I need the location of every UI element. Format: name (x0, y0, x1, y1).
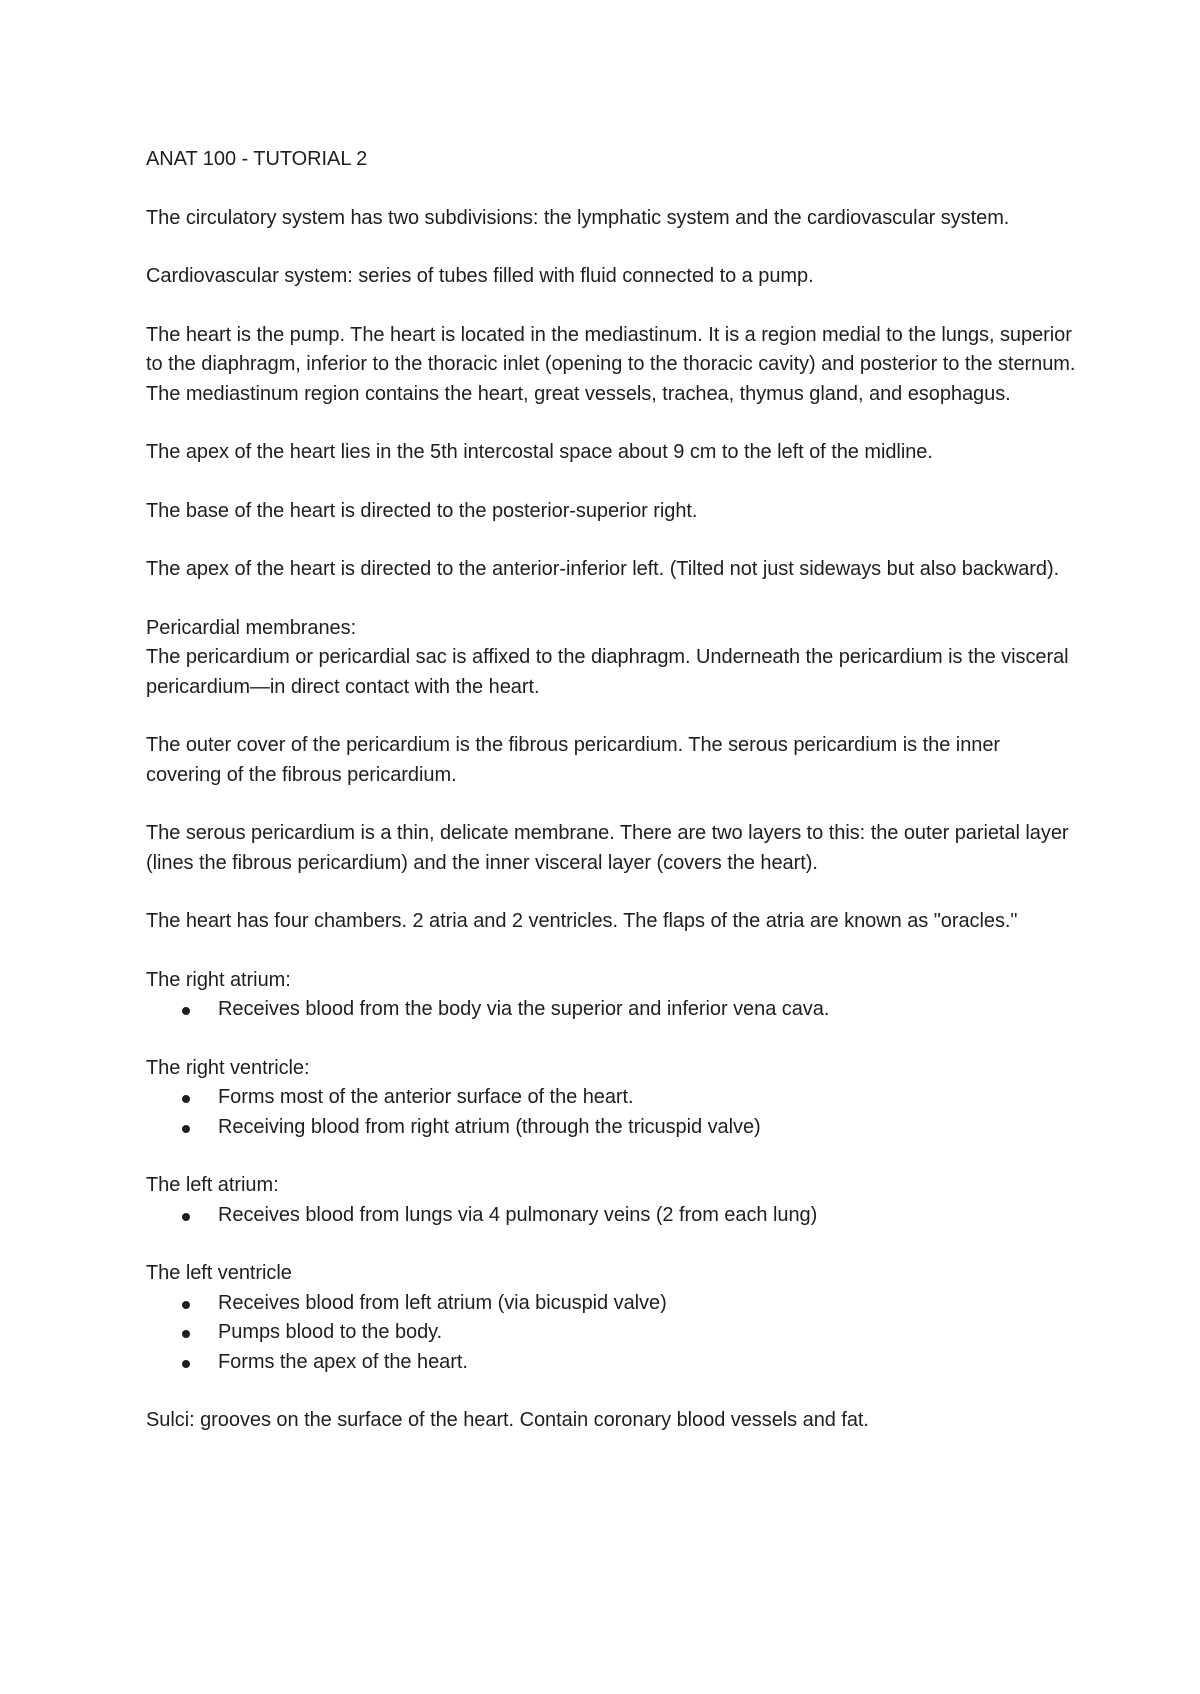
section-heading: The right ventricle: (146, 1056, 310, 1079)
list-item (218, 1289, 1080, 1319)
bullet-icon (182, 1330, 190, 1338)
list-item (218, 995, 1080, 1025)
paragraph-cardiovascular-system: Cardiovascular system: series of tubes filled with fluid connected to a pump. (146, 265, 814, 287)
paragraph-base-direction: The base of the heart is directed to the posterior-superior right. (146, 499, 698, 522)
paragraph-apex-direction: The apex of the heart is directed to the anterior-inferior left. (Tilted not just sideways but also backward). (146, 558, 1060, 580)
bullet-list (146, 1289, 1080, 1378)
bullet-list (146, 995, 1080, 1025)
list-item (218, 1348, 1080, 1378)
section-heading: The left ventricle (146, 1262, 292, 1284)
bullet-icon (182, 1095, 190, 1103)
list-item (218, 1083, 1080, 1113)
section-heading: The left atrium: (146, 1174, 279, 1196)
list-item (218, 1318, 1080, 1348)
pericardial-block (146, 614, 1080, 703)
pericardial-heading: Pericardial membranes: (146, 616, 357, 639)
paragraph-apex-position: The apex of the heart lies in the 5th intercostal space about 9 cm to the left of the midline. (146, 441, 933, 463)
section-right-atrium (146, 966, 1080, 1025)
paragraph-serous-pericardium: The serous pericardium is a thin, delicate membrane. There are two layers to this: the outer parietal layer (lines the fibrous pericardium) and the inner visceral layer (covers the heart). (146, 822, 1069, 874)
bullet-icon (182, 1125, 190, 1133)
bullet-icon (182, 1301, 190, 1309)
paragraph-heart-location: The heart is the pump. The heart is located in the mediastinum. It is a region medial to the lungs, superior to the diaphragm, inferior to the thoracic inlet (opening to the thoracic cavity) and posterior to the sternum. The mediastinum region contains the heart, great vessels, trachea, thymus gland, and esophagus. (146, 323, 1076, 405)
list-item-text: Receiving blood from right atrium (through the tricuspid valve) (218, 1115, 761, 1138)
list-item (218, 1113, 1080, 1143)
bullet-list (146, 1083, 1080, 1142)
pericardial-text: The pericardium or pericardial sac is affixed to the diaphragm. Underneath the pericardium is the visceral pericardium—in direct contact with the heart. (146, 646, 1069, 698)
list-item-text: Forms most of the anterior surface of the heart. (218, 1086, 634, 1108)
paragraph-fibrous-pericardium: The outer cover of the pericardium is the fibrous pericardium. The serous pericardium is the inner covering of the fibrous pericardium. (146, 734, 1001, 786)
list-item-text: Pumps blood to the body. (218, 1321, 443, 1343)
document-title: ANAT 100 - TUTORIAL 2 (146, 148, 368, 170)
bullet-list (146, 1201, 1080, 1231)
list-item-text: Receives blood from lungs via 4 pulmonary veins (2 from each lung) (218, 1203, 818, 1226)
list-item-text: Receives blood from the body via the superior and inferior vena cava. (218, 998, 830, 1020)
bullet-icon (182, 1213, 190, 1221)
paragraph-circulatory-system: The circulatory system has two subdivisions: the lymphatic system and the cardiovascular system. (146, 206, 1010, 229)
section-right-ventricle (146, 1054, 1080, 1143)
list-item-text: Receives blood from left atrium (via bicuspid valve) (218, 1291, 667, 1314)
section-left-atrium (146, 1171, 1080, 1230)
bullet-icon (182, 1007, 190, 1015)
list-item-text: Forms the apex of the heart. (218, 1350, 468, 1373)
section-left-ventricle (146, 1259, 1080, 1377)
bullet-icon (182, 1360, 190, 1368)
paragraph-sulci: Sulci: grooves on the surface of the heart. Contain coronary blood vessels and fat. (146, 1409, 869, 1431)
list-item (218, 1201, 1080, 1231)
section-heading: The right atrium: (146, 968, 291, 991)
paragraph-heart-chambers: The heart has four chambers. 2 atria and 2 ventricles. The flaps of the atria are known as "oracles." (146, 910, 1018, 932)
